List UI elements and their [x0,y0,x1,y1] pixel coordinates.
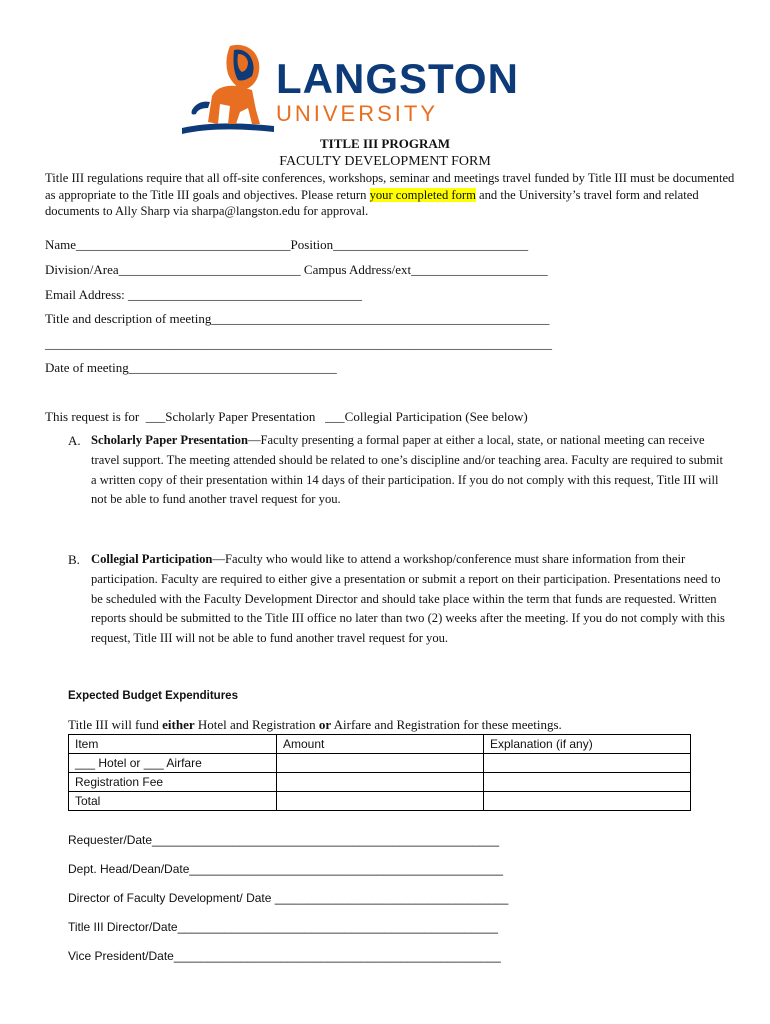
budget-amount-cell[interactable] [277,754,484,773]
budget-amount-cell[interactable] [277,792,484,811]
intro-paragraph [45,170,735,220]
column-header-item: Item [69,735,277,754]
budget-note-1: Title III will fund [68,717,163,732]
item-b-label: B. [68,552,80,567]
budget-explanation-cell[interactable] [484,754,691,773]
email-field[interactable]: Email Address: ____________________________________ [45,287,363,302]
division-campus-field[interactable]: Division/Area____________________________ Campus Address/ext_____________________ [45,262,548,277]
budget-item-cell: Registration Fee [69,773,277,792]
intro-text-1: Title III regulations require that all off-site conferences, workshops, seminar and meetings travel funded by Title III must be documented as appropriate to the Title III goals and objectives. Please return [45,171,735,202]
budget-note-2: Hotel and Registration [194,717,319,732]
budget-item-cell[interactable]: ___ Hotel or ___ Airfare [69,754,277,773]
budget-table [68,734,691,811]
budget-note-either: either [162,717,195,732]
item-a-heading: Scholarly Paper Presentation [91,433,248,447]
name-position-field[interactable]: Name_________________________________Position______________________________ [45,237,529,252]
logo-wordmark: LANGSTON [276,55,519,102]
table-row [69,754,691,773]
page-subtitle: FACULTY DEVELOPMENT FORM [279,154,491,169]
item-a-text [91,431,731,510]
page-title: TITLE III PROGRAM [319,136,451,151]
table-row [69,792,691,811]
budget-note-or: or [318,717,332,732]
item-b-body: —Faculty who would like to attend a workshop/conference must share information from their participation. Faculty are required to either give a presentation or submit a report on their participation. Presentations need to be scheduled with the Faculty Development Director and should take place within the term that funds are requested. Written reports should be submitted to the Title III office no later than two (2) weeks after the meeting. If you do not comply with this request, Title III will not be able to fund another travel request for you. [91,552,725,646]
budget-header-row [69,735,691,754]
highlighted-text: your completed form [369,187,476,202]
lion-mascot-icon [178,40,278,136]
budget-amount-cell[interactable] [277,773,484,792]
item-a-body: —Faculty presenting a formal paper at either a local, state, or national meeting can receive travel support. The meeting attended should be related to one’s discipline and/or teaching area. Faculty are required to submit a written copy of their presentation within 14 days of their participation. If you do not comply with this request, Title III will not be able to fund another travel request for you. [91,433,724,507]
faculty-development-director-signature-line[interactable]: Director of Faculty Development/ Date ___________________________________ [68,891,509,905]
budget-note-3: Airfare and Registration for these meetings. [331,717,562,732]
budget-item-cell: Total [69,792,277,811]
budget-explanation-cell[interactable] [484,773,691,792]
requester-signature-line[interactable]: Requester/Date____________________________________________________ [68,833,500,847]
column-header-amount: Amount [277,735,484,754]
budget-explanation-cell[interactable] [484,792,691,811]
dept-head-signature-line[interactable]: Dept. Head/Dean/Date_______________________________________________ [68,862,504,876]
meeting-description-line[interactable]: ______________________________________________________________________________ [45,336,552,351]
item-b-text [91,550,731,649]
item-b-heading: Collegial Participation [91,552,213,566]
meeting-title-field[interactable]: Title and description of meeting____________________________________________________ [45,311,550,326]
budget-note [68,717,562,733]
request-type-line[interactable]: This request is for ___Scholarly Paper Presentation ___Collegial Participation (See below) [45,409,528,424]
title-iii-director-signature-line[interactable]: Title III Director/Date________________________________________________ [68,920,498,934]
column-header-explanation: Explanation (if any) [484,735,691,754]
budget-heading: Expected Budget Expenditures [68,690,238,702]
vice-president-signature-line[interactable]: Vice President/Date_________________________________________________ [68,949,501,963]
intro-text-2: and the University’s travel form and related documents to Ally Sharp via sharpa@langston.edu for approval. [45,187,699,219]
logo-subtitle: UNIVERSITY [276,101,439,126]
date-of-meeting-field[interactable]: Date of meeting________________________________ [45,360,337,375]
item-a-label: A. [68,433,81,448]
table-row [69,773,691,792]
